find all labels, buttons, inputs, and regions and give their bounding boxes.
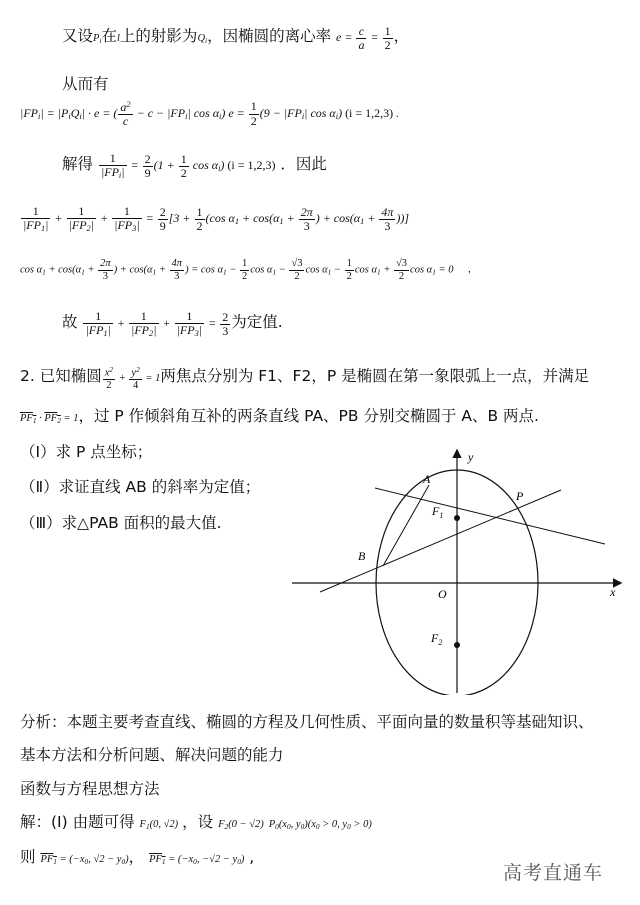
text: 两焦点分别为 F1、F2，P 是椭圆在第一象限弧上一点，并满足 — [160, 367, 590, 385]
problem-2-line-1 — [20, 364, 589, 391]
text: ， — [393, 27, 410, 45]
analysis-line-1: 分析：本题主要考查直线、椭圆的方程及几何性质、平面向量的数量积等基础知识、 — [20, 713, 594, 731]
label-P: P — [516, 489, 524, 503]
line-PA — [375, 488, 605, 544]
analysis-line-2: 基本方法和分析问题、解决问题的能力 — [20, 746, 284, 764]
math-vec-PF1: $PF_1 = (-x_0$, $√2 - y_0$) — [40, 854, 129, 866]
text: ，过 P 作倾斜角互补的两条直线 PA、PB 分别交椭圆于 A、B 两点. — [78, 407, 539, 425]
text: 则 — [20, 848, 36, 866]
text: ， — [128, 848, 145, 866]
math-dot-product: $PF_1 \cdot PF_2 = 1$ — [20, 413, 79, 425]
label-B: B — [358, 549, 366, 563]
math-ellipse: $\frac{x^2}{2}$ + $\frac{y^2}{4}$ = 1 — [104, 364, 161, 391]
text: ．因此 — [280, 155, 327, 174]
problem-q3: （Ⅲ）求△PAB 面积的最大值. — [20, 514, 222, 532]
math-Pi: $P_i$ — [93, 33, 102, 45]
proof-line-1 — [62, 24, 409, 52]
math-reciprocal: $\frac{1}{|FP_i|}$ = $\frac{2}{9}$ (1 + $\frac{1}{2}$ $\cos \alpha_i$) (i = 1,2,3) — [100, 151, 276, 181]
focus-F1 — [454, 515, 460, 521]
text: 在 — [101, 27, 117, 45]
label-A: A — [423, 472, 431, 486]
text: ，因椭圆的离心率 — [207, 27, 332, 45]
proof-line-3-formula: $|FP_i| = |P_iQ_i| \cdot e$ = ( $\frac{a^2}{c}$ − $c - |FP_i|$ $\cos \alpha_i$) e = $\frac{1}{2}$ ($9 - |FP_i|$ $\cos \alpha_i$) (i = 1,2,3) . — [20, 99, 400, 128]
math-vec-PF2: $PF_1 = (-x_0$, $-√2 - y_0$) — [149, 854, 245, 866]
math-F1: $F_1(0$, √2) — [139, 819, 179, 831]
proof-line-4 — [62, 152, 327, 181]
label-O: O — [438, 587, 447, 601]
text: 2. 已知椭圆 — [20, 367, 102, 385]
solution-line-1 — [20, 810, 372, 832]
index-range: (i = 1,2,3) — [227, 158, 276, 173]
text: 为定值. — [231, 313, 283, 332]
ellipse-figure — [280, 445, 630, 695]
solution-line-2: 则 $PF_1 = (-x_0$, $√2 - y_0$)， $PF_1 = (-x_0$, $-√2 - y_0$) , — [20, 848, 255, 866]
label-F2: $F_2$ — [431, 631, 443, 647]
index-range: (i = 1,2,3) — [345, 105, 394, 120]
problem-q2: （Ⅱ）求证直线 AB 的斜率为定值； — [20, 478, 261, 496]
text: ，设 — [182, 813, 214, 831]
math-P0: $P_0(x_0$, $y_0)(x_0 > 0$, $y_0 > 0$) — [268, 819, 372, 831]
proof-line-2: 从而有 — [62, 75, 109, 93]
math-sum: $\frac{1}{|FP_1|}$ + $\frac{1}{|FP_2|}$ + $\frac{1}{|FP_3|}$ = $\frac{2}{3}$ — [85, 309, 229, 339]
label-y: y — [468, 450, 474, 464]
proof-line-7 — [62, 310, 283, 339]
problem-2-line-2 — [20, 404, 539, 426]
text: 解：(Ⅰ) 由题可得 — [20, 813, 135, 831]
line-PB — [320, 490, 561, 592]
problem-q1: （Ⅰ）求 P 点坐标； — [20, 443, 153, 461]
proof-line-5-formula: $\frac{1}{|FP_1|}$ + $\frac{1}{|FP_2|}$ + $\frac{1}{|FP_3|}$ = $\frac{2}{9}$ [3 + $\frac{1}{2}$ (cos $\alpha_1 + \cos(\alpha_1$ + $\frac{2\pi}{3}$ ) + $\cos(\alpha_1$ + $\frac{4\pi}{3}$ ))] — [23, 204, 410, 234]
text: 上的射影为 — [119, 27, 198, 45]
math-l: l — [117, 33, 120, 44]
segment-AB — [383, 485, 429, 566]
analysis-line-3: 函数与方程思想方法 — [20, 780, 160, 798]
text: 又设 — [62, 27, 94, 45]
text: 解得 — [62, 155, 94, 174]
focus-F2 — [454, 642, 460, 648]
math-Qi: $Q_i$ — [197, 33, 208, 45]
text: 故 — [62, 313, 78, 332]
label-x: x — [610, 585, 616, 599]
label-F1: $F_1$ — [432, 504, 444, 520]
math-F2: $F_2(0 - √2)$ — [218, 819, 264, 831]
watermark: 高考直通车 — [503, 862, 604, 884]
math-eccentricity: e = $\frac{c}{a}$ = $\frac{1}{2}$ — [336, 23, 391, 52]
proof-line-6-formula: $\cos \alpha_1 + \cos(\alpha_1$ + $\frac{2\pi}{3}$ ) + $\cos(\alpha_1$ + $\frac{4\pi}{3}$ ) = $\cos \alpha_1$ − $\frac{1}{2}$ $\cos \alpha_1$ − $\frac{√3}{2}$ $\cos \alpha_1$ − $\frac{1}{2}$ $\cos \alpha_1$ + $\frac{√3}{2}$ $\cos \alpha_1 = 0$ , — [20, 258, 471, 282]
